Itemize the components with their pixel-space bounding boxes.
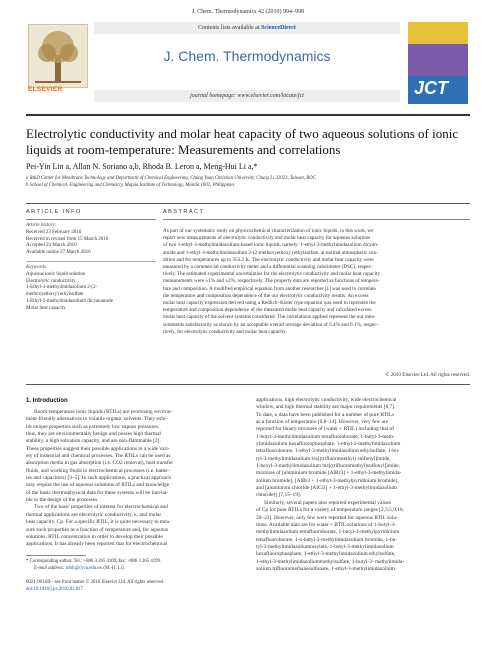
body-line: window, and high thermal stability are major requirements [6,7]. xyxy=(256,404,396,411)
abstract-line: ture and composition. A modified empirical equation from another researcher [1] was used to correlate xyxy=(163,285,376,292)
body-line: of the basic thermophysical data for these systems will be inevita- xyxy=(26,489,169,496)
section-heading-introduction: 1. Introduction xyxy=(26,398,68,404)
body-line: of Cp for pure RTILs for a variety of temperature ranges [2,3,5,9,10, xyxy=(256,507,404,514)
journal-masthead xyxy=(28,20,468,110)
history-accepted: Accepted 23 March 2010 xyxy=(26,243,77,249)
running-header: J. Chem. Thermodynamics 42 (2010) 994–998 xyxy=(191,9,305,15)
contents-prefix: Contents lists available at xyxy=(198,25,262,31)
affiliation-a: a R&D Center for Membrane Technology and Department of Chemical Engineering, Chung Yuan Christian University, Chung Li 32023, Taiwan, ROC xyxy=(26,176,316,181)
body-line: fluids, and working fluids in electrochemical processes (i.e. batter- xyxy=(26,467,170,474)
body-line: zolium trifluoromethanesulfonate, 1-ethyl-3-methylimidazolium xyxy=(256,565,395,572)
email-suffix: (M.-H. Li). xyxy=(102,566,125,571)
copyright-notice: © 2010 Elsevier Ltd. All rights reserved. xyxy=(385,372,470,378)
doi-text[interactable]: doi:10.1016/j.jct.2010.03.017 xyxy=(26,587,83,592)
keyword: methoxyethoxy) ethylsulfate xyxy=(26,292,84,298)
masthead-divider xyxy=(26,114,470,116)
history-label: Article history: xyxy=(26,223,57,228)
abstract-line: surements satisfactorily as shown by an acceptable overall average deviation of 6.4% and 0.1%, respec- xyxy=(163,321,379,328)
journal-cover-thumbnail xyxy=(408,22,468,104)
body-line: tetrafluoroborate, 1-n-butyl-3-methylimidazolium bromide, 1-bu- xyxy=(256,536,398,543)
body-line: thermal applications are electrolytic conductivity, κ, and molar xyxy=(26,511,162,518)
email-footnote xyxy=(34,566,249,572)
body-line: and [aluminium chloride [AlCl3] + 1-ethyl-3-methylimidazolium xyxy=(256,485,397,492)
body-line: ies and capacitors) [3–5]. In such applications, a practical approach xyxy=(26,475,172,482)
abstract-heading: ABSTRACT xyxy=(163,209,205,215)
body-line: applications, high electrolytic conductivity, wide electrochemical xyxy=(256,397,397,403)
abstract-rule xyxy=(163,219,470,220)
body-line: methylimidazolium tetrafluoroborate, 1-butyl-3-methylpyridinium xyxy=(256,529,400,536)
history-revised: Received in revised form 15 March 2010 xyxy=(26,236,109,242)
body-line: Similarly, several papers also reported experimental values xyxy=(264,499,392,506)
article-info-heading: ARTICLE INFO xyxy=(26,209,82,215)
abstract-line: measurements were ±1% and ±2%, respectively. The property data are reported as functions of tempera- xyxy=(163,278,380,285)
abstract-line: molar heat capacity expression derived using a Redlich–Kister type equation was used to represent the xyxy=(163,300,376,307)
cover-band-top xyxy=(408,22,468,44)
contents-bar xyxy=(94,22,400,34)
tree-icon xyxy=(29,25,87,87)
keyword: Electrolytic conductivity xyxy=(26,278,76,284)
body-line: stability, a high solvation capacity, and are non-flammable [2]. xyxy=(26,438,161,445)
abstract-line: As part of our systematic study on physicochemical characterization of ionic liquids, in this work, we xyxy=(163,228,374,234)
body-line: zolium bromide], [AlBr3 + 1-ethyl-3-methylpyridinium bromide], xyxy=(256,477,399,484)
footnote-rule xyxy=(26,555,86,556)
abstract-bottom-divider xyxy=(26,384,470,385)
body-line: 20–23]. However, only few were reported for aqueous RTIL solu- xyxy=(256,514,398,521)
email-label: E-mail address: xyxy=(34,566,66,571)
body-line: heat capacity, Cp. For a specific RTIL, it is quite necessary to mea- xyxy=(26,519,171,526)
body-line: ment-friendly alternatives to volatile organic solvents. They exhi- xyxy=(26,416,168,423)
abstract-line: dition and for temperatures up to 353.2 K. The electrolytic conductivity and molar heat capacity were xyxy=(163,256,374,263)
sciencedirect-link[interactable]: ScienceDirect xyxy=(261,25,296,31)
journal-title: J. Chem. Thermodynamics xyxy=(163,48,331,64)
elsevier-tree-logo xyxy=(28,24,88,88)
abstract-line: amide and 1-ethyl-3-methylimidazolium 2-(2-methoxyethoxy) ethylsulfate, at normal atmospheric con- xyxy=(163,249,378,256)
keyword: Aqueous ionic liquid solution xyxy=(26,271,86,277)
body-line: absorption media in gas absorption (i.e. CO2 removal), heat transfer xyxy=(26,460,174,467)
keywords-label: Keywords: xyxy=(26,265,48,270)
body-column-right xyxy=(256,397,471,573)
journal-homepage-link[interactable]: journal homepage: www.elsevier.com/locate/jct xyxy=(94,90,400,102)
abstract-text xyxy=(163,228,470,336)
article-history xyxy=(26,223,156,257)
body-line: bit unique properties such as extremely low vapour pressures, xyxy=(26,423,160,430)
history-online: Available online 27 March 2010 xyxy=(26,250,91,256)
keyword: Molar heat capacity xyxy=(26,305,66,311)
article-info-rule xyxy=(26,219,156,220)
abstract-line: of two 1-ethyl-3-methylimidazolium-based ionic liquids, namely: 1-ethyl-3-methylimidazolium dicyan- xyxy=(163,242,379,249)
abstract-line: tively, for electrolytic conductivity and molar heat capacity. xyxy=(163,328,287,335)
body-line: These properties suggest their possible applications in a wide vari- xyxy=(26,445,170,452)
corresponding-author-footnote: * Corresponding author. Tel.: +886 3 265 4109; fax: +886 3 265 4199. xyxy=(26,559,162,564)
header-divider xyxy=(26,203,470,204)
affiliation-b: b School of Chemical, Engineering and Chemistry, Mapúa Institute of Technology, Manila 1002, Philippines xyxy=(26,183,235,188)
body-line: solutions, RTIL concentration in order to develop their possible xyxy=(26,533,163,540)
doi-link[interactable] xyxy=(26,587,241,593)
body-line: mixtures of [aluminium bromide [AlBr3] + 1-ethyl-3-methylimida- xyxy=(256,470,402,477)
body-line: ylimidazolium hexafluorophosphate, 1-ethyl-3-methylimidazolium xyxy=(256,441,401,448)
email-link[interactable]: mhli@cycu.edu.tw xyxy=(65,566,103,571)
keywords-rule xyxy=(26,261,156,262)
abstract-line: report new measurements of electrolytic conductivity and molar heat capacity for aqueous solutions xyxy=(163,235,371,242)
publisher-name: ELSEVIER xyxy=(28,86,63,93)
body-line: may require the use of aqueous solutions of RTILs and knowledge xyxy=(26,482,170,489)
masthead-center xyxy=(94,22,400,104)
keywords-block xyxy=(26,265,156,313)
abstract-line: the temperature and composition dependence of the our electrolytic conductivity results. An excess xyxy=(163,292,369,299)
body-line: Room-temperature ionic liquids (RTILs) are promising environ- xyxy=(34,409,173,415)
body-line: tyl-3-methylimidazoliumtosylate, 1-butyl-3-methylimidazolium xyxy=(256,543,394,550)
body-line: applications. It has already been reported that for electrochemical xyxy=(26,541,168,548)
issn-line: 0021-9614/$ - see front matter © 2010 Elsevier Ltd. All rights reserved. xyxy=(26,580,165,585)
article-title: Electrolytic conductivity and molar heat capacity of two aqueous solutions of ionic liquids at room-temperature: Measurements and correlations xyxy=(26,126,459,157)
author-list: Pei-Yin Lin a, Allan N. Soriano a,b, Rhoda B. Leron a, Meng-Hui Li a,* xyxy=(26,162,258,171)
body-line: ble in the design of the processes. xyxy=(26,497,99,504)
body-line: To date, κ data have been published for a number of pure RTILs xyxy=(256,411,395,418)
body-column-left xyxy=(26,409,241,549)
keyword: 1-Ethyl-3-methylimidazolium dicyanamide xyxy=(26,298,113,304)
abstract-line: temperature and composition dependence of the measured molar heat capacity and calculated excess xyxy=(163,307,372,314)
body-line: tions. Available data are for water + RTIL solutions of 1-butyl-3- xyxy=(256,521,396,528)
abstract-line: measured by a commercial conductivity meter and a differential scanning calorimeter (DSC), respec- xyxy=(163,264,373,271)
body-line: tetrafluoroborate, 1-ethyl-3-methylimidazolium ethylsulfate, 1-bu- xyxy=(256,448,400,455)
cover-badge: JCT xyxy=(414,78,449,98)
body-line: sure such properties as a function of temperature and, for aqueous xyxy=(26,526,169,533)
body-line: 1-ethyl-3-methylimidazoliummethylsulfate, 1-butyl-3- methylimida- xyxy=(256,558,405,565)
body-line: thus, they are environmentally benign and posses high thermal xyxy=(26,431,161,438)
abstract-line: tively. The estimated experimental uncertainties for the electrolytic conductivity and molar heat capacity xyxy=(163,271,380,278)
history-received: Received 23 February 2010 xyxy=(26,229,82,235)
body-line: 1-hexyl-3-methylimidazolium bis[(trifluoromethyl)sulfonyl]imide, xyxy=(256,463,401,470)
body-line: hexafluorophosphate, 1-ethyl-3-methylimidazolium ethylsulfate, xyxy=(256,551,396,558)
keyword: 1-Ethyl-3-methylimidazolium 2-(2- xyxy=(26,285,98,291)
body-line: tyl-3-methylimidazolium bis[(trifluoromethyl) sulfonyl]imide, xyxy=(256,455,391,462)
body-line: reported for binary mixtures of (water + RTIL) including that of xyxy=(256,426,395,433)
body-line: 1-butyl-3-methylimidazolium tetrafluoroborate, 1-butyl-3-meth- xyxy=(256,433,395,440)
abstract-line: molar heat capacity of the solvent systems considered. The correlations applied represent the our mea- xyxy=(163,314,376,321)
body-line: chloride)] [7,15–19]. xyxy=(256,492,302,499)
body-line: ety of industrial and chemical processes. The RTILs can be used as xyxy=(26,453,171,460)
body-line: as a function of temperature [6,8–14]. However, very few are xyxy=(256,419,389,426)
body-line: Two of the basic properties of interest for electrochemical and xyxy=(34,504,168,511)
